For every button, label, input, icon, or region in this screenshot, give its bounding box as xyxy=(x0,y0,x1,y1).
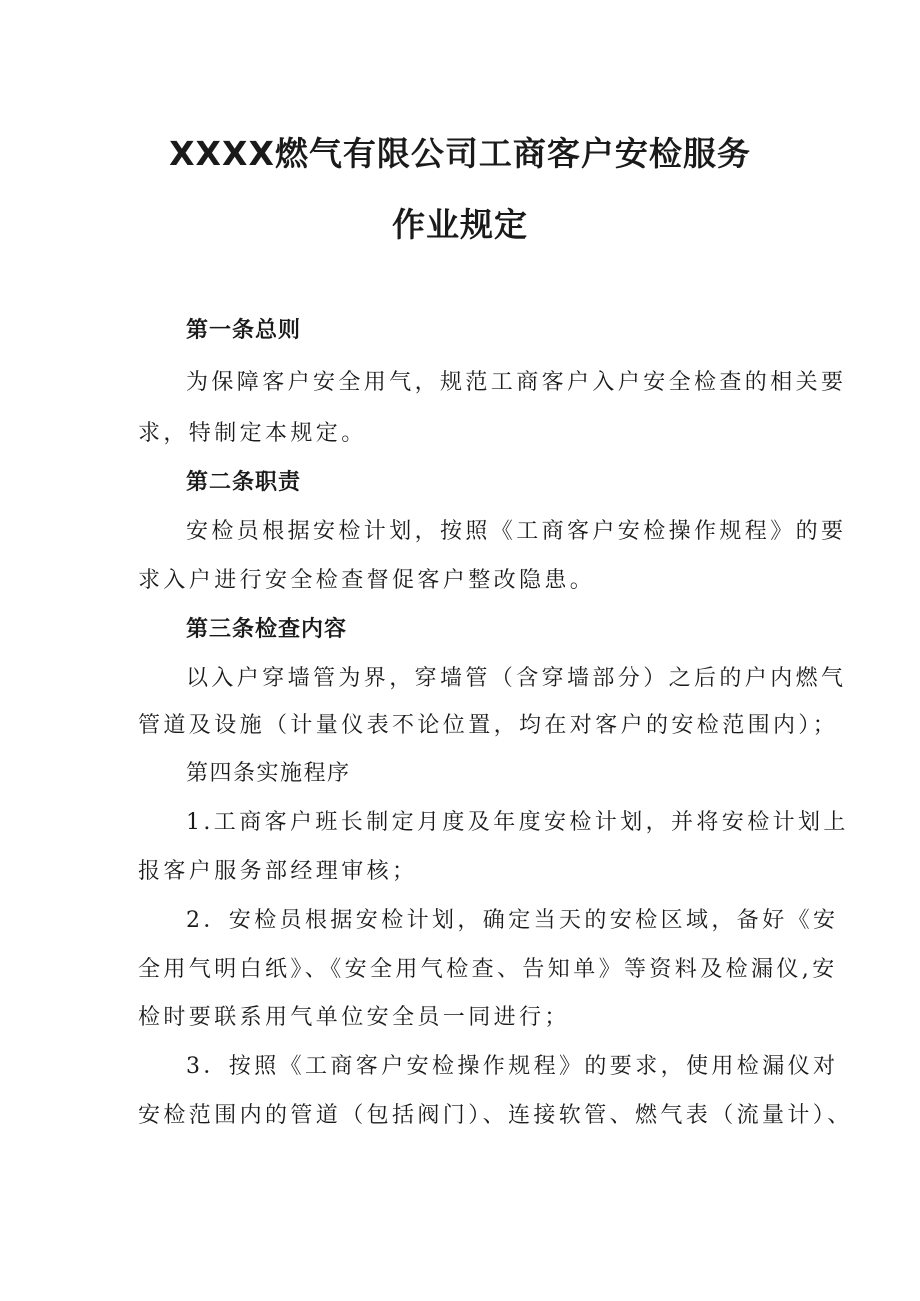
paragraph-line: 管道及设施（计量仪表不论位置，均在对客户的安检范围内）； xyxy=(138,713,839,738)
paragraph-line: 为保障客户安全用气，规范工商客户入户安全检查的相关要 xyxy=(186,370,847,395)
list-item-line: 3．按照《工商客户安检操作规程》的要求，使用检漏仪对 xyxy=(186,1054,839,1079)
document-title-line-1: XXXX燃气有限公司工商客户安检服务 xyxy=(169,134,751,173)
document-title-line-2: 作业规定 xyxy=(392,205,528,244)
paragraph-line: 以入户穿墙管为界，穿墙管（含穿墙部分）之后的户内燃气 xyxy=(186,666,847,691)
list-item-line: 检时要联系用气单位安全员一同进行； xyxy=(138,1005,570,1030)
list-item-line: 1.工商客户班长制定月度及年度安检计划，并将安检计划上 xyxy=(186,810,849,835)
section-heading-procedure: 第四条实施程序 xyxy=(186,761,351,786)
section-heading-duties: 第二条职责 xyxy=(186,470,302,495)
section-heading-inspection-content: 第三条检查内容 xyxy=(186,617,348,642)
paragraph-line: 求，特制定本规定。 xyxy=(138,421,367,446)
list-item-line: 安检范围内的管道（包括阀门）、连接软管、燃气表（流量计）、 xyxy=(138,1103,853,1128)
list-item-line: 2．安检员根据安检计划，确定当天的安检区域，备好《安 xyxy=(186,908,839,933)
paragraph-line: 安检员根据安检计划，按照《工商客户安检操作规程》的要 xyxy=(186,519,847,544)
section-heading-general: 第一条总则 xyxy=(186,318,302,343)
list-item-line: 全用气明白纸》、《安全用气检查、告知单》等资料及检漏仪,安 xyxy=(138,957,838,982)
paragraph-line: 求入户进行安全检查督促客户整改隐患。 xyxy=(138,568,596,593)
list-item-line: 报客户服务部经理审核； xyxy=(138,859,418,884)
